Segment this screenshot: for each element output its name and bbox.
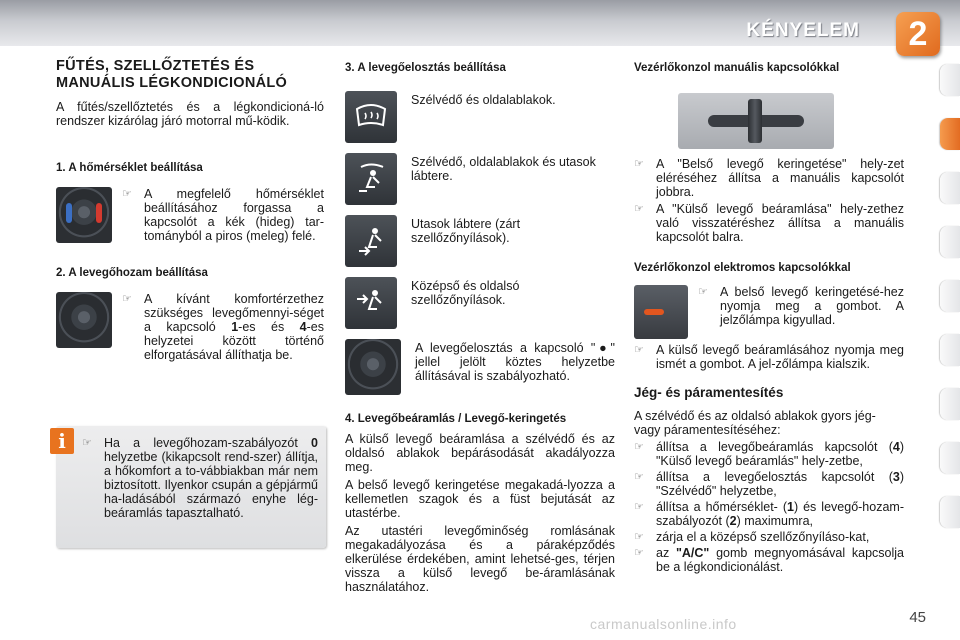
list-item: ☞ állítsa a hőmérséklet- (1) és levegő-hozam-szabályozót (2) maximumra,: [634, 500, 904, 528]
heading-defrost: Jég- és páramentesítés: [634, 385, 784, 400]
chapter-tab-4[interactable]: [940, 226, 960, 258]
pointing-hand-icon: ☞: [634, 501, 644, 513]
mode-feet: Utasok lábtere (zárt szellőzőnyílások).: [345, 215, 615, 277]
chapter-tab-1[interactable]: [940, 64, 960, 96]
pointing-hand-icon: ☞: [634, 547, 644, 559]
manual-slider-image: [678, 93, 834, 149]
heading-manual-console: Vezérlőkonzol manuális kapcsolókkal: [634, 62, 840, 74]
airflow-text: A kívánt komfortérzethez szükséges levegőmennyi-séget a kapcsoló 1-es és 4-es helyzetei között történő elforgatásával állíthatja be.: [144, 292, 324, 362]
chapter-title: KÉNYELEM: [746, 20, 860, 41]
distribution-modes: [345, 91, 615, 409]
list-item: ☞ állítsa a levegőelosztás kapcsolót (3) "Szélvédő" helyzetbe,: [634, 470, 904, 498]
list-item: ☞ állítsa a levegőbeáramlás kapcsolót (4) "Külső levegő beáramlás" hely-zetbe,: [634, 440, 904, 468]
chapter-tab-6[interactable]: [940, 334, 960, 366]
intro-paragraph: A fűtés/szellőztetés és a légkondicioná-ló rendszer kizárólag járó motorral mű-ködik.: [56, 100, 324, 128]
pointing-hand-icon: ☞: [634, 471, 644, 483]
distribution-knob-image: [345, 339, 401, 395]
windscreen-feet-icon: [345, 153, 397, 205]
mode-central-side: Középső és oldalsó szellőzőnyílások.: [345, 277, 615, 339]
pointing-hand-icon: ☞: [634, 441, 644, 453]
info-icon: i: [50, 428, 74, 454]
section-title: FŰTÉS, SZELLŐZTETÉS ÉS MANUÁLIS LÉGKONDICIONÁLÓ: [56, 58, 288, 91]
heading-recirculation: 4. Levegőbeáramlás / Levegő-keringetés: [345, 413, 567, 425]
chapter-tab-3[interactable]: [940, 172, 960, 204]
airflow-block: [56, 292, 324, 362]
chapter-tab-8[interactable]: [940, 442, 960, 474]
info-text: Ha a levegőhozam-szabályozót 0 helyzetbe (kikapcsolt rend-szer) állítja, a hőkomfort a to-vábbiakban már nem biztosított. Ilyenkor csupán a gépjármű ha-ladásából származó enyhe lég-beáramlás tapasztalható.: [104, 436, 319, 520]
mode-intermediate: A levegőelosztás a kapcsoló "●" jellel jelölt köztes helyzetbe állításával is szabályozható.: [345, 339, 615, 409]
watermark: carmanualsonline.info: [590, 616, 737, 632]
recirc-para-3: Az utastéri levegőminőség romlásának megakadályozása és a páraképződés elkerülése érdekében, amint lehetsé-ges, térjen vissza a külső levegő be-áramlásának használatához.: [345, 524, 615, 594]
pointing-hand-icon: ☞: [82, 437, 92, 449]
chapter-tab-9[interactable]: [940, 496, 960, 528]
mode-windscreen-feet: Szélvédő, oldalablakok és utasok lábtere.: [345, 153, 615, 215]
pointing-hand-icon: ☞: [634, 344, 644, 356]
defrost-steps: [634, 440, 904, 574]
pointing-hand-icon: ☞: [634, 158, 644, 170]
feet-vent-icon: [345, 215, 397, 267]
heading-distribution: 3. A levegőelosztás beállítása: [345, 62, 506, 74]
recirc-para-1: A külső levegő beáramlása a szélvédő és az oldalsó ablakok bepárásodását akadályozza meg.: [345, 432, 615, 474]
windscreen-defrost-icon: [345, 91, 397, 143]
column-right: Vezérlőkonzol manuális kapcsolókkal ☞ A "Belső levegő keringetése" hely-zet eléréséhez állítsa a manuális kapcsolót jobbra. ☞ A "Külső levegő beáramlása" hely-zethez való visszatéréshez állítsa a manuális kapcsolót balra. Vezérlőkonzol elektromos kapcsolókkal ☞ A belső levegő keringetésé-hez nyomja meg a gombot. A jelzőlámpa kigyullad. ☞ A külső levegő beáramlásához nyomja meg ismét a gombot. A jel-zőlámpa kialszik. Jég- és páramentesítés A szélvédő és az oldalsó ablakok gyors jég- vagy páramentesítéséhez: ☞ állítsa a levegőbeáramlás kapcsolót (4) "Külső levegő beáramlás" hely-zetbe, ☞ állítsa a levegőelosztás kapcsolót (3) "Szélvédő" helyzetbe, ☞ állítsa a hőmérséklet- (1) és levegő-hozam-szabályozót (2) maximumra, ☞ zárja el a középső szellőzőnyíláso-kat, ☞ az "A/C" gomb megnyomásával kapcsolja be a légkondicionálást.: [634, 62, 904, 574]
chapter-number-badge: 2: [896, 12, 940, 56]
mode-windscreen: Szélvédő és oldalablakok.: [345, 91, 615, 153]
list-item: ☞ zárja el a középső szellőzőnyíláso-kat,: [634, 530, 870, 544]
info-note: [56, 426, 326, 548]
page-number: 45: [909, 609, 926, 626]
pointing-hand-icon: ☞: [634, 531, 644, 543]
recirc-para-2: A belső levegő keringetése megakadá-lyozza a kellemetlen szagok és a füst bejutását az utastérbe.: [345, 478, 615, 520]
pointing-hand-icon: ☞: [698, 286, 708, 298]
temperature-block: [56, 187, 324, 243]
chapter-tabs: [940, 64, 960, 550]
pointing-hand-icon: ☞: [122, 188, 132, 200]
page-header: [0, 0, 960, 53]
heading-temperature: 1. A hőmérséklet beállítása: [56, 162, 203, 174]
chapter-tab-5[interactable]: [940, 280, 960, 312]
pointing-hand-icon: ☞: [634, 203, 644, 215]
column-middle: [345, 58, 615, 594]
column-left: [56, 58, 324, 362]
temperature-knob-image: [56, 187, 112, 243]
recirculation-button-image: [634, 285, 688, 339]
central-vent-icon: [345, 277, 397, 329]
temperature-text: A megfelelő hőmérséklet beállításához forgassa a kapcsolót a kék (hideg) tar-tományból a piros (meleg) felé.: [144, 187, 324, 243]
chapter-tab-7[interactable]: [940, 388, 960, 420]
airflow-knob-image: [56, 292, 112, 348]
pointing-hand-icon: ☞: [122, 293, 132, 305]
heading-airflow: 2. A levegőhozam beállítása: [56, 267, 208, 279]
list-item: ☞ az "A/C" gomb megnyomásával kapcsolja be a légkondicionálást.: [634, 546, 904, 574]
heading-electric-console: Vezérlőkonzol elektromos kapcsolókkal: [634, 262, 851, 274]
defrost-intro: A szélvédő és az oldalsó ablakok gyors jég- vagy páramentesítéséhez:: [634, 409, 876, 437]
chapter-tab-2-active[interactable]: [940, 118, 960, 150]
